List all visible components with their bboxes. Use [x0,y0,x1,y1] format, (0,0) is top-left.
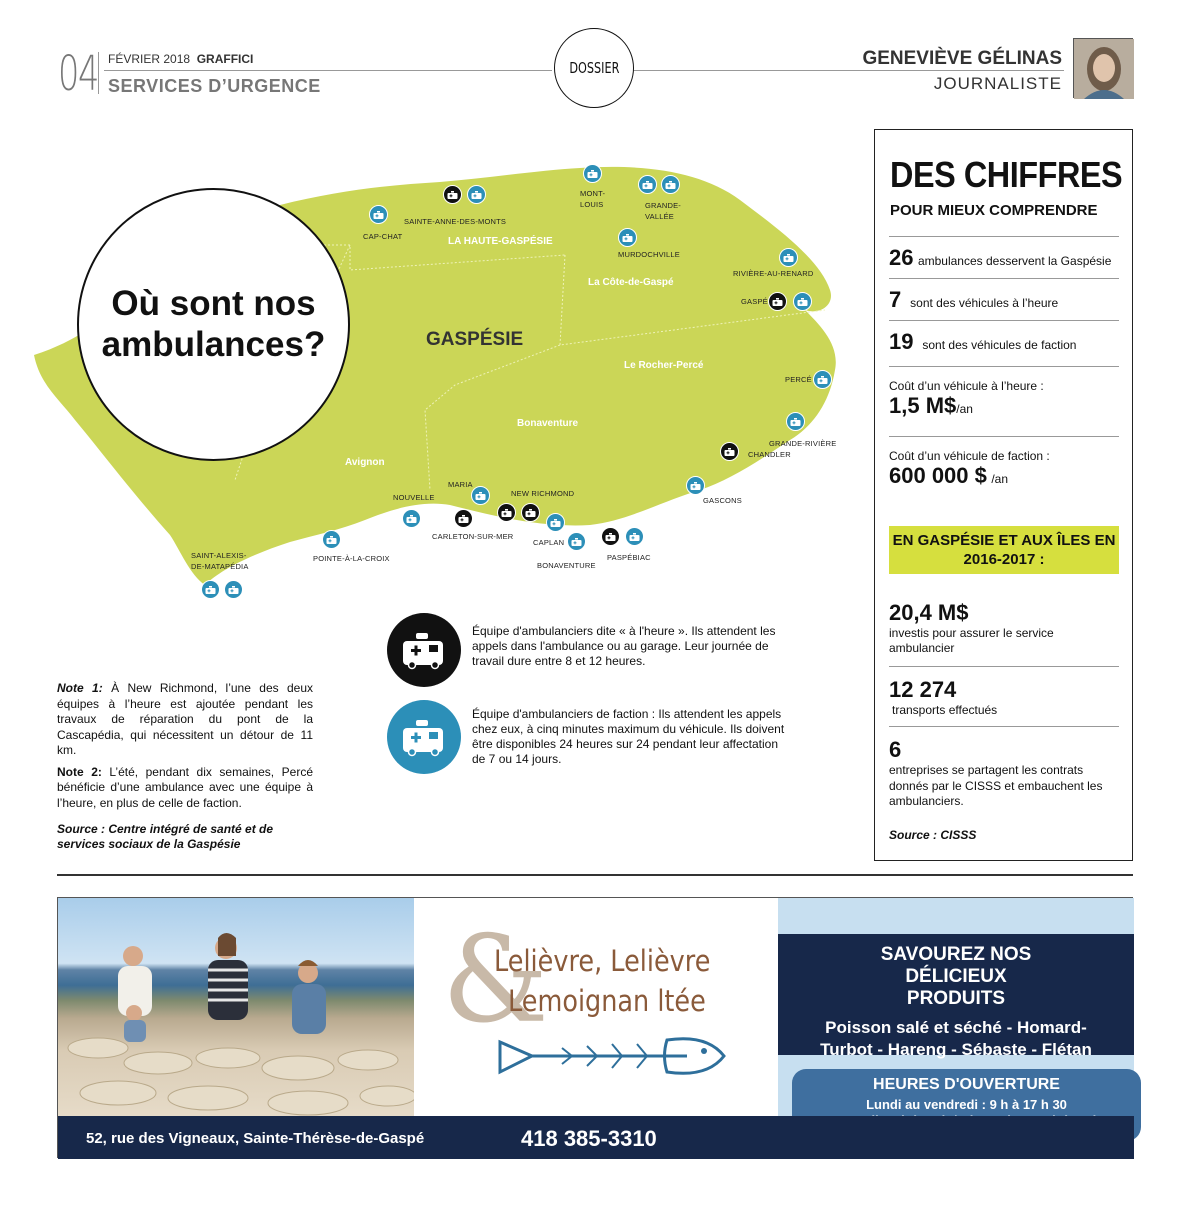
place-label: CHANDLER [748,450,791,459]
ambulance-faction-marker-icon [201,580,220,599]
advertisement[interactable] [57,897,1133,1158]
stat-number: 12 274 [889,677,957,702]
stat-row [889,236,1119,271]
issue-date: FÉVRIER 2018 [108,52,191,66]
ambulance-faction-marker-icon [786,412,805,431]
stat-text: investis pour assurer le service ambulancier [889,626,1054,655]
note-2-label: Note 2: [57,764,102,779]
ad-address: 52, rue des Vigneaux, Sainte-Thérèse-de-Gaspé [86,1130,425,1147]
author-name: GENEVIÈVE GÉLINAS [862,48,1062,69]
stats-subtitle: POUR MIEUX COMPRENDRE [890,202,1098,219]
place-label: GRANDE-RIVIÈRE [769,439,837,448]
ambulance-faction-marker-icon [779,248,798,267]
place-label: GRANDE-VALLÉE [645,201,681,221]
stat-number: 7 [889,287,902,312]
region-label-cote-de-gaspe: La Côte-de-Gaspé [588,277,674,288]
stats-band: EN GASPÉSIE ET AUX ÎLES EN 2016-2017 : [889,526,1119,574]
ambulance-faction-marker-icon [638,175,657,194]
header-rule-right [608,70,1064,71]
region-label-avignon: Avignon [345,457,385,468]
place-label: RIVIÈRE-AU-RENARD [733,269,814,278]
stat-text: entreprises se partagent les contrats donnés par le CISSS et embauchent les ambulanciers. [889,763,1103,808]
map-title-circle [77,188,350,461]
stat-unit: /an [956,402,973,416]
stats-box [874,129,1133,861]
page-number: 04 [58,46,98,102]
note-1-label: Note 1: [57,681,103,695]
ambulance-faction-marker-icon [467,185,486,204]
region-label-rocher-perce: Le Rocher-Percé [624,360,704,371]
ad-info-panel [778,898,1134,1116]
stat-number: 1,5 M$ [889,393,957,418]
note-2 [57,765,313,812]
place-label: SAINTE-ANNE-DES-MONTS [404,217,507,226]
stat-number: 26 [889,245,914,270]
stat-text: ambulances desservent la Gaspésie [917,254,1112,268]
place-label: NOUVELLE [393,493,435,502]
ad-products-line-2: Turbot - Hareng - Sébaste - Flétan [820,1040,1092,1059]
fish-icon [492,1026,732,1086]
place-label: BONAVENTURE [537,561,596,570]
section-divider [57,874,1133,876]
ambulance-heure-icon [387,613,461,687]
place-label: CAP-CHAT [363,232,403,241]
ambulance-faction-icon [387,700,461,774]
place-label: NEW RICHMOND [511,489,575,498]
legend-heure-text: Équipe d'ambulanciers dite « à l'heure ». Ils attendent les appels dans l'ambulance ou au garage. Leur journée de travail dure entre 8 et 12 heures. [472,624,776,668]
ambulance-faction-marker-icon [369,205,388,224]
ad-products-line-1: Poisson salé et séché - Homard- [825,1018,1087,1037]
ambulance-faction-marker-icon [813,370,832,389]
ambulance-faction-marker-icon [793,292,812,311]
place-label: POINTE-À-LA-CROIX [313,554,390,563]
header-divider [98,52,99,94]
stats-source: Source : CISSS [889,828,977,842]
map-title: Où sont nos ambulances? [101,284,326,364]
ambulance-faction-marker-icon [625,527,644,546]
note-1 [57,681,313,759]
ambulance-faction-marker-icon [224,580,243,599]
place-label: PERCÉ [785,375,812,384]
section-title: SERVICES D’URGENCE [108,76,321,96]
author-photo [1073,38,1133,98]
header-rule-left [104,70,552,71]
dossier-label: DOSSIER [568,59,620,77]
stat-row [889,600,1119,656]
stat-row [889,278,1119,313]
ambulance-heure-marker-icon [443,185,462,204]
ambulance-faction-marker-icon [661,175,680,194]
ambulance-heure-marker-icon [720,442,739,461]
ambulance-heure-marker-icon [521,503,540,522]
stat-number: 600 000 $ [889,463,987,488]
ambulance-faction-marker-icon [567,532,586,551]
ambulance-faction-marker-icon [686,476,705,495]
author-role: JOURNALISTE [933,74,1062,93]
stat-number: 6 [889,737,902,762]
stat-label: Coût d’un véhicule à l’heure : [889,379,1044,393]
place-label: GASPÉ [741,297,768,306]
place-label: MONT-LOUIS [580,189,606,209]
ad-logo [414,898,778,1116]
stat-unit: /an [991,472,1009,486]
ad-hours-title: HEURES D'OUVERTURE [873,1076,1060,1093]
stats-title: DES CHIFFRES [890,154,1123,195]
publication-name: GRAFFICI [196,52,254,66]
logo-line-1: Lelièvre, Lelièvre [494,944,711,978]
ambulance-faction-marker-icon [471,486,490,505]
region-label-bonaventure: Bonaventure [517,418,579,429]
ambulance-faction-marker-icon [618,228,637,247]
svg-text:&: & [442,911,549,1050]
stat-label: Coût d’un véhicule de faction : [889,449,1050,463]
ambulance-heure-marker-icon [768,292,787,311]
ad-hours-weekdays: Lundi au vendredi : 9 h à 17 h 30 [866,1097,1067,1112]
map-notes [57,681,313,817]
stat-text: sont des véhicules à l’heure [910,296,1059,310]
stat-text: sont des véhicules de faction [922,338,1077,352]
place-label: MURDOCHVILLE [618,250,680,259]
ambulance-faction-marker-icon [583,164,602,183]
stat-row [889,726,1119,810]
stat-row [889,666,1119,717]
stat-row [889,320,1119,355]
ad-headline: SAVOUREZ NOS DÉLICIEUX PRODUITS [880,944,1032,1009]
place-label: CARLETON-SUR-MER [432,532,514,541]
logo-line-2: Lemoignan ltée [508,984,706,1018]
ambulance-faction-marker-icon [402,509,421,528]
ambulance-heure-marker-icon [497,503,516,522]
map-source: Source : Centre intégré de santé et de services sociaux de la Gaspésie [57,822,274,851]
ampersand-icon [442,911,549,1050]
stat-row [889,366,1119,419]
region-label-haute-gaspesie: LA HAUTE-GASPÉSIE [448,236,553,247]
stat-number: 20,4 M$ [889,600,969,625]
region-label-gaspesie: GASPÉSIE [426,329,524,350]
ad-products-panel [778,934,1134,1059]
note-1-text: À New Richmond, l’une des deux équipes à l’heure est ajoutée pendant les travaux de réparation du pont de la Cascapédia, qui nécessitent un détour de 11 km. [57,681,314,757]
ambulance-heure-marker-icon [454,509,473,528]
place-label: SAINT-ALEXIS-DE-MATAPÉDIA [191,551,249,571]
ad-photo [58,898,414,1116]
place-label: MARIA [448,480,473,489]
stat-row [889,436,1119,489]
place-label: PASPÉBIAC [607,553,651,562]
stat-text: transports effectués [892,703,998,717]
dossier-badge [554,28,634,108]
note-2-text: L’été, pendant dix semaines, Percé bénéficie d’une ambulance avec une équipe à l’heure, en plus de celle de faction. [57,764,313,810]
ambulance-faction-marker-icon [546,513,565,532]
place-label: CAPLAN [533,538,565,547]
header-date-line [108,52,253,66]
ad-phone[interactable]: 418 385-3310 [521,1126,657,1151]
stat-number: 19 [889,329,914,354]
ambulance-faction-marker-icon [322,530,341,549]
ambulance-heure-marker-icon [601,527,620,546]
legend-faction-text: Équipe d'ambulanciers de faction : Ils attendent les appels chez eux, à cinq minutes maximum du véhicule. Ils doivent être disponibles 24 heures sur 24 pendant leur affectation de 7 ou 14 jours. [472,707,785,766]
place-label: GASCONS [703,496,742,505]
